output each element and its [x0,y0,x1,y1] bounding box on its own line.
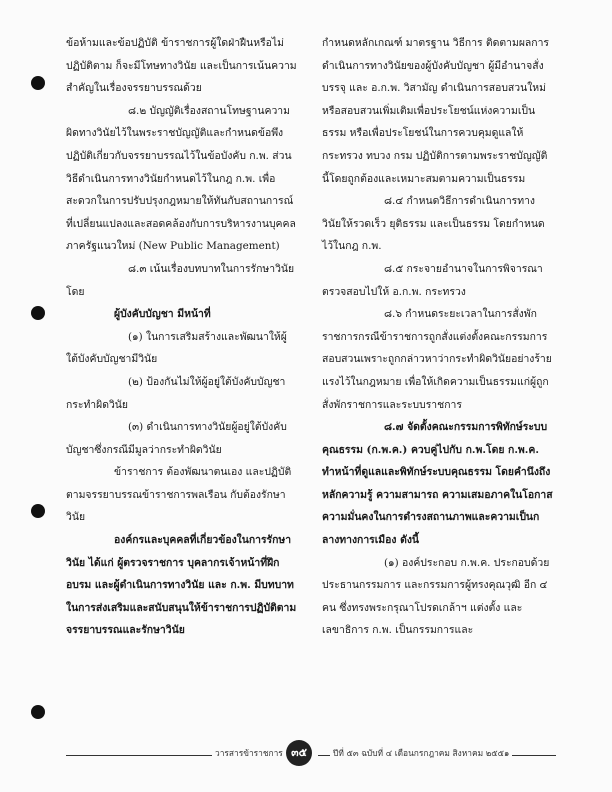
paragraph: องค์กรและบุคคลที่เกี่ยวข้องในการรักษาวินัย ได้แก่ ผู้ตรวจราชการ บุคลากรเจ้าหน้าที่ฝึกอบรม และผู้ดำเนินการทางวินัย และ ก.พ. มีบทบาทในการส่งเสริมและสนับสนุนให้ข้าราชการปฏิบัติตามจรรยาบรรณและรักษาวินัย [66,534,297,637]
issue-info: ปีที่ ๕๓ ฉบับที่ ๔ เดือนกรกฎาคม สิงหาคม ๒๕๕๑ [330,747,512,759]
list-item: (๓) ดำเนินการทางวินัยผู้อยู่ใต้บังคับบัญชาซึ่งกรณีมีมูลว่ากระทำผิดวินัย [66,421,287,456]
paragraph: ๘.๔ กำหนดวิธีการดำเนินการทางวินัยให้รวดเร็ว ยุติธรรม และเป็นธรรม โดยกำหนดไว้ในกฎ ก.พ. [322,195,545,253]
paragraph: ข้อห้ามและข้อปฏิบัติ ข้าราชการผู้ใดฝ่าฝืนหรือไม่ปฏิบัติตาม ก็จะมีโทษทางวินัย และเป็นการเน้นความสำคัญในเรื่องจรรยาบรรณด้วย [66,37,297,95]
paragraph: ๘.๓ เน้นเรื่องบทบาทในการรักษาวินัยโดย [66,262,295,298]
binder-hole [31,504,45,518]
left-column [66,32,298,642]
subheading: ผู้บังคับบัญชา มีหน้าที่ [114,308,211,321]
page-footer [0,740,612,770]
binder-hole [31,705,45,719]
list-item: (๑) องค์ประกอบ ก.พ.ค. ประกอบด้วย ประธานกรรมการ และกรรมการผู้ทรงคุณวุฒิ อีก ๔ คน ซึ่งทรงพระกรุณาโปรดเกล้าฯ แต่งตั้ง และเลขาธิการ ก.พ. เป็นกรรมการและ [322,556,550,637]
paragraph: ๘.๒ บัญญัติเรื่องสถานโทษฐานความผิดทางวินัยไว้ในพระราชบัญญัติและกำหนดข้อพึงปฏิบัติเกี่ยวกับจรรยาบรรณไว้ในข้อบังคับ ก.พ. ส่วนวิธีดำเนินการทางวินัยกำหนดไว้ในกฎ ก.พ. เพื่อสะดวกในการปรับปรุงกฎหมายให้ทันกับสถานการณ์ที่เปลี่ยนแปลงและสอดคล้องกับการบริหารงานบุคคลภาครัฐแนวใหม่ (New Public Management) [66,104,296,253]
list-item: (๑) ในการเสริมสร้างและพัฒนาให้ผู้ใต้บังคับบัญชามีวินัย [66,330,287,366]
right-column [322,32,554,642]
page-number: ๓๕ [286,740,312,766]
journal-name: วารสารข้าราชการ [212,747,286,759]
list-item: (๒) ป้องกันไม่ให้ผู้อยู่ใต้บังคับบัญชากระทำผิดวินัย [66,375,286,411]
binder-hole [31,306,45,320]
binder-hole [31,76,45,90]
paragraph: ข้าราชการ ต้องพัฒนาตนเอง และปฏิบัติตามจรรยาบรรณข้าราชการพลเรือน กับต้องรักษาวินัย [66,466,292,524]
paragraph: ๘.๖ กำหนดระยะเวลาในการสั่งพักราชการกรณีข้าราชการถูกสั่งแต่งตั้งคณะกรรมการสอบสวนเพราะถูกกล่าวหาว่ากระทำผิดวินัยอย่างร้ายแรงไว้ในกฎหมาย เพื่อให้เกิดความเป็นธรรมแก่ผู้ถูกสั่งพักราชการและระบบราชการ [322,308,552,411]
paragraph: กำหนดหลักเกณฑ์ มาตรฐาน วิธีการ ติดตามผลการดำเนินการทางวินัยของผู้บังคับบัญชา ผู้มีอำนาจสั่งบรรจุ และ อ.ก.พ. วิสามัญ ดำเนินการสอบสวนใหม่หรือสอบสวนเพิ่มเติมเพื่อประโยชน์แห่งความเป็นธรรม หรือเพื่อประโยชน์ในการควบคุมดูแลให้กระทรวง ทบวง กรม ปฏิบัติการตามพระราชบัญญัตินี้โดยถูกต้องและเหมาะสมตามความเป็นธรรม [322,37,550,185]
paragraph: ๘.๕ กระจายอำนาจในการพิจารณาตรวจสอบไปให้ อ.ก.พ. กระทรวง [322,262,543,298]
paragraph: ๘.๗ จัดตั้งคณะกรรมการพิทักษ์ระบบคุณธรรม (ก.พ.ค.) ควบคู่ไปกับ ก.พ.โดย ก.พ.ค. ทำหน้าที่ดูแลและพิทักษ์ระบบคุณธรรม โดยคำนึงถึงหลักความรู้ ความสามารถ ความเสมอภาคในโอกาส ความมั่นคงในการดำรงสถานภาพและความเป็นกลางทางการเมือง ดังนี้ [322,421,553,547]
